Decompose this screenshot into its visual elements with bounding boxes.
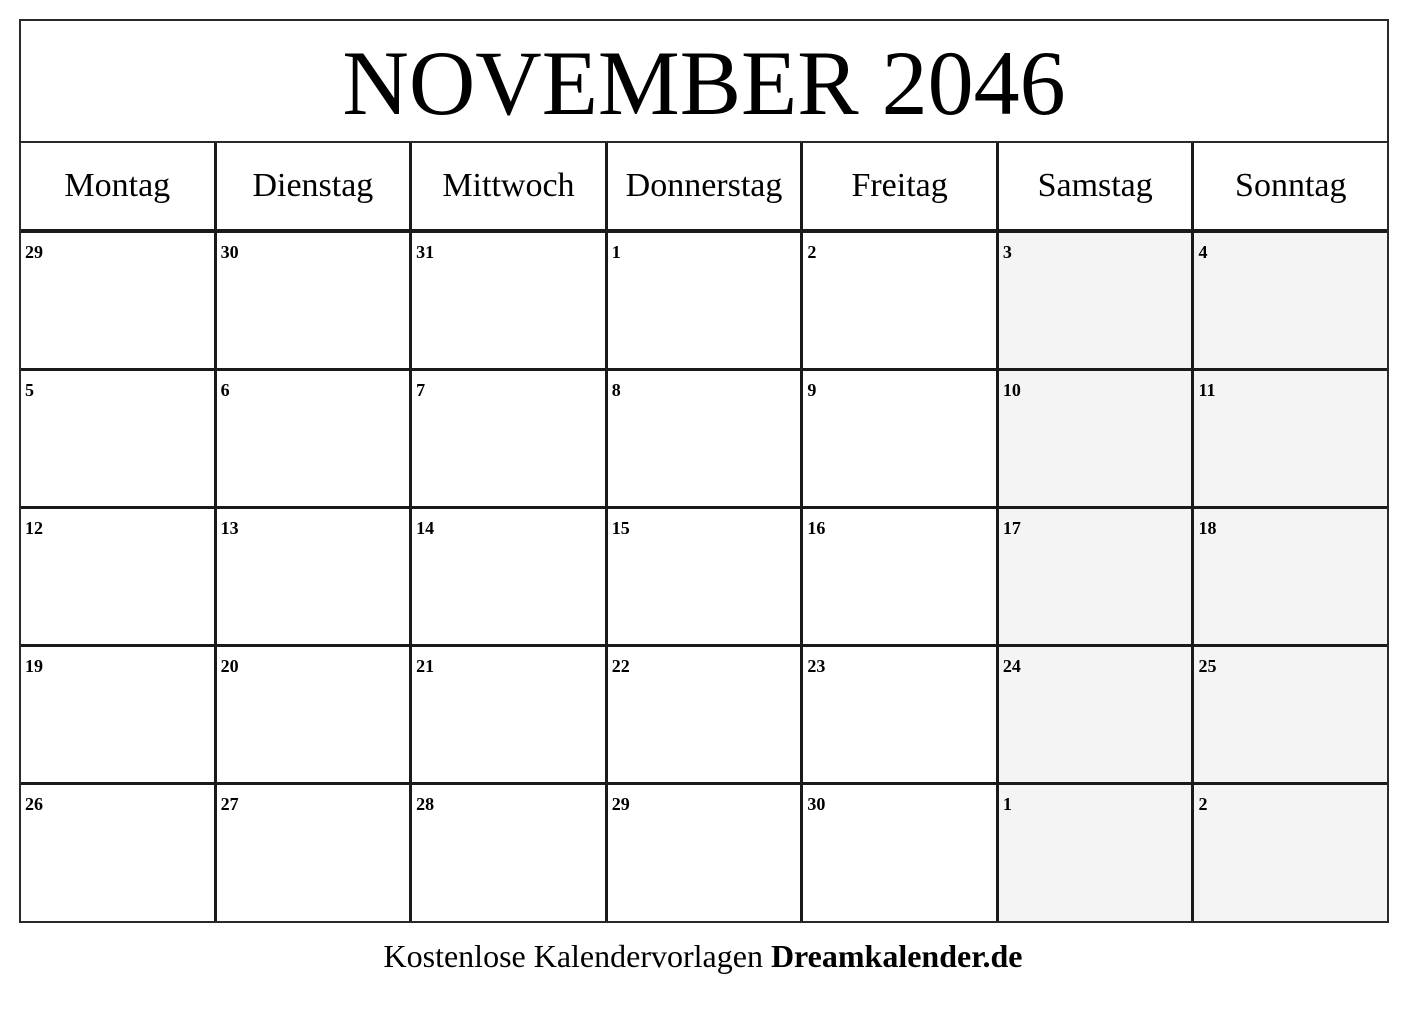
weekday-header: Freitag xyxy=(803,143,999,229)
day-cell xyxy=(803,371,999,506)
day-number: 12 xyxy=(25,518,43,538)
day-number: 23 xyxy=(807,656,826,676)
day-number: 19 xyxy=(25,656,43,676)
day-cell xyxy=(608,509,804,644)
day-number: 13 xyxy=(220,518,239,538)
day-number: 1 xyxy=(1002,794,1012,814)
day-number: 10 xyxy=(1002,380,1021,400)
weekday-header: Dienstag xyxy=(217,143,413,229)
day-number: 29 xyxy=(611,794,630,814)
day-cell xyxy=(412,509,608,644)
day-cell xyxy=(999,785,1195,921)
day-cell xyxy=(803,233,999,368)
day-number: 28 xyxy=(416,794,435,814)
week-row xyxy=(21,647,1387,785)
day-cell xyxy=(217,233,413,368)
footer-brand: Dreamkalender.de xyxy=(770,938,1023,974)
day-cell xyxy=(803,509,999,644)
day-cell xyxy=(217,509,413,644)
day-number: 14 xyxy=(416,518,435,538)
day-number: 22 xyxy=(611,656,630,676)
day-cell xyxy=(21,233,217,368)
day-cell xyxy=(412,785,608,921)
day-cell xyxy=(1194,371,1387,506)
day-cell xyxy=(999,509,1195,644)
day-number: 20 xyxy=(220,656,239,676)
day-number: 27 xyxy=(220,794,239,814)
day-cell xyxy=(608,233,804,368)
day-cell xyxy=(1194,233,1387,368)
day-cell xyxy=(21,509,217,644)
day-cell xyxy=(803,785,999,921)
day-number: 6 xyxy=(220,380,230,400)
day-number: 2 xyxy=(807,242,817,262)
day-cell xyxy=(608,785,804,921)
weekday-header: Donnerstag xyxy=(608,143,804,229)
day-cell xyxy=(21,647,217,782)
footer-text: Kostenlose Kalendervorlagen xyxy=(383,938,763,974)
calendar xyxy=(19,19,1389,923)
day-number: 18 xyxy=(1198,518,1217,538)
week-row xyxy=(21,509,1387,647)
day-cell xyxy=(608,371,804,506)
week-row xyxy=(21,371,1387,509)
day-number: 31 xyxy=(416,242,435,262)
day-number: 21 xyxy=(416,656,435,676)
day-number: 25 xyxy=(1198,656,1217,676)
day-cell xyxy=(21,371,217,506)
day-number: 30 xyxy=(807,794,826,814)
day-number: 24 xyxy=(1002,656,1021,676)
day-cell xyxy=(1194,785,1387,921)
day-number: 9 xyxy=(807,380,817,400)
day-cell xyxy=(412,371,608,506)
day-cell xyxy=(999,371,1195,506)
day-number: 15 xyxy=(611,518,630,538)
day-cell xyxy=(217,785,413,921)
weekday-header-row xyxy=(21,143,1387,233)
day-number: 5 xyxy=(25,380,34,400)
day-cell xyxy=(412,647,608,782)
day-cell xyxy=(803,647,999,782)
weekday-header: Mittwoch xyxy=(412,143,608,229)
day-cell xyxy=(1194,509,1387,644)
day-number: 11 xyxy=(1198,380,1216,400)
calendar-grid xyxy=(21,233,1387,921)
day-number: 3 xyxy=(1002,242,1012,262)
day-cell xyxy=(217,647,413,782)
day-number: 30 xyxy=(220,242,239,262)
week-row xyxy=(21,785,1387,921)
day-number: 16 xyxy=(807,518,826,538)
day-cell xyxy=(412,233,608,368)
day-number: 2 xyxy=(1198,794,1208,814)
day-cell xyxy=(217,371,413,506)
day-number: 8 xyxy=(611,380,621,400)
day-cell xyxy=(1194,647,1387,782)
day-cell xyxy=(999,647,1195,782)
day-cell xyxy=(608,647,804,782)
day-number: 26 xyxy=(25,794,43,814)
week-row xyxy=(21,233,1387,371)
weekday-header: Sonntag xyxy=(1235,167,1347,204)
calendar-title: NOVEMBER 2046 xyxy=(21,21,1387,143)
day-number: 1 xyxy=(611,242,621,262)
day-number: 4 xyxy=(1198,242,1208,262)
day-cell xyxy=(999,233,1195,368)
footer xyxy=(0,938,1406,975)
day-cell xyxy=(21,785,217,921)
day-number: 29 xyxy=(25,242,43,262)
day-number: 17 xyxy=(1002,518,1021,538)
weekday-header: Samstag xyxy=(999,143,1195,229)
day-number: 7 xyxy=(416,380,426,400)
weekday-header: Montag xyxy=(21,143,217,229)
